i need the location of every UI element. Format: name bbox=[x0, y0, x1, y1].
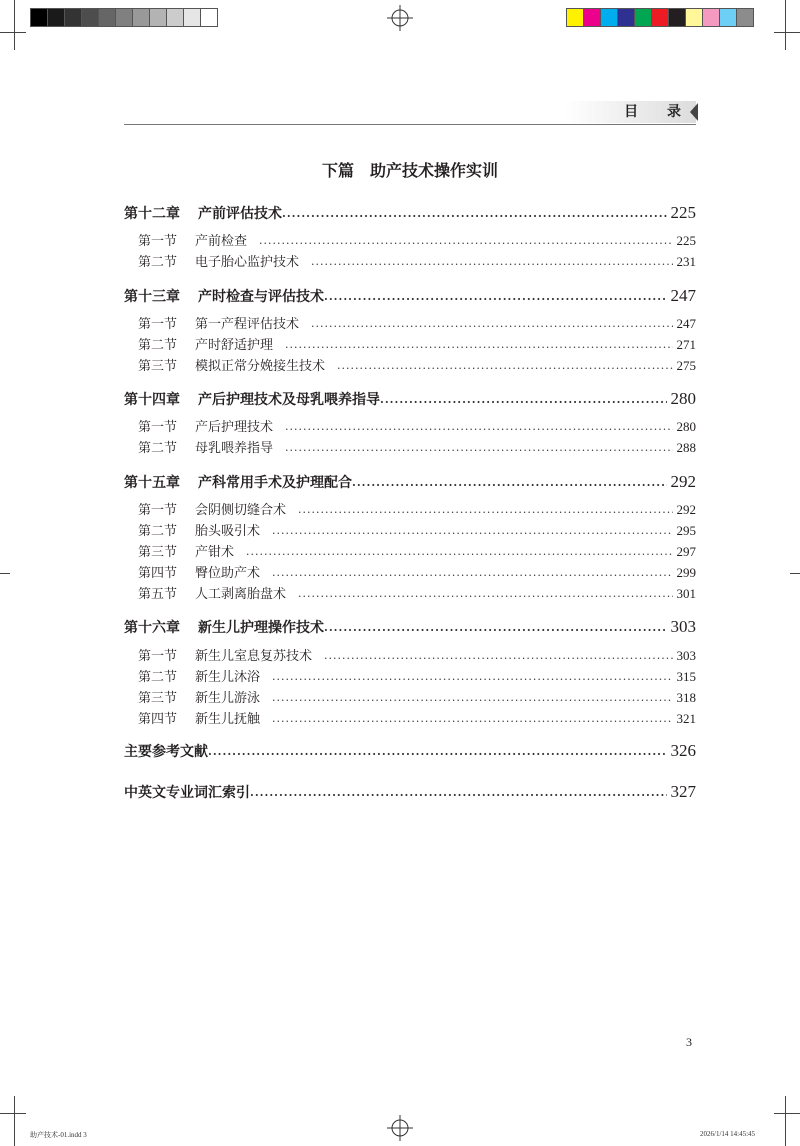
dot-leader bbox=[285, 444, 672, 455]
toc-page-number: 303 bbox=[670, 617, 696, 636]
toc-section-entry[interactable] bbox=[124, 437, 696, 456]
toc-entry-number: 第四节 bbox=[138, 712, 178, 727]
toc-entry-number: 第二节 bbox=[138, 338, 178, 353]
color-swatch bbox=[47, 8, 65, 27]
toc-page-number: 327 bbox=[670, 782, 696, 801]
dot-leader bbox=[208, 748, 667, 759]
dot-leader bbox=[352, 479, 667, 490]
toc-entry-title: 产科常用手术及护理配合 bbox=[198, 475, 352, 491]
toc-page-number: 303 bbox=[676, 648, 696, 663]
crop-mark bbox=[774, 32, 800, 33]
dot-leader bbox=[246, 548, 672, 559]
toc-entry-number: 第十四章 bbox=[124, 392, 180, 408]
registration-mark bbox=[387, 1115, 413, 1141]
dot-leader bbox=[259, 237, 672, 248]
toc-section-entry[interactable] bbox=[124, 416, 696, 435]
toc-entry-number: 第三节 bbox=[138, 359, 178, 374]
header-section-label: 目 录 bbox=[624, 104, 693, 120]
color-swatch bbox=[183, 8, 201, 27]
toc-entry-number: 第三节 bbox=[138, 545, 178, 560]
part-title: 下篇 助产技术操作实训 bbox=[321, 161, 498, 180]
toc-section-entry[interactable] bbox=[124, 645, 696, 664]
toc-page-number: 297 bbox=[676, 544, 696, 559]
toc-page-number: 299 bbox=[676, 565, 696, 580]
crop-mark bbox=[14, 1096, 15, 1146]
toc-chapter-entry[interactable] bbox=[124, 389, 696, 409]
toc-section-entry[interactable] bbox=[124, 499, 696, 518]
toc-page-number: 292 bbox=[670, 472, 696, 491]
header-line bbox=[124, 124, 696, 125]
toc-entry-title: 新生儿游泳 bbox=[195, 691, 261, 706]
toc-section-entry[interactable] bbox=[124, 687, 696, 706]
color-swatch bbox=[719, 8, 737, 27]
toc-page-number: 275 bbox=[676, 358, 696, 373]
header-arrow-icon bbox=[690, 103, 698, 121]
toc-page-number: 280 bbox=[670, 389, 696, 408]
color-swatch bbox=[200, 8, 218, 27]
crop-mark bbox=[774, 1113, 800, 1114]
process-color-bar bbox=[566, 8, 753, 27]
toc-entry-title: 胎头吸引术 bbox=[195, 524, 261, 539]
toc-entry-number: 第五节 bbox=[138, 587, 178, 602]
toc-entry-title: 产前检查 bbox=[195, 234, 248, 249]
color-swatch bbox=[651, 8, 669, 27]
toc-page-number: 321 bbox=[676, 711, 696, 726]
dot-leader bbox=[311, 320, 672, 331]
toc-entry-number: 第一节 bbox=[138, 234, 178, 249]
toc-page-number: 225 bbox=[670, 203, 696, 222]
toc-section-entry[interactable] bbox=[124, 583, 696, 602]
toc-page-number: 315 bbox=[676, 669, 696, 684]
toc-entry-title: 产时舒适护理 bbox=[195, 338, 274, 353]
toc-entry-title: 第一产程评估技术 bbox=[195, 317, 300, 332]
toc-page-number: 247 bbox=[670, 286, 696, 305]
toc-entry-title: 产时检查与评估技术 bbox=[198, 289, 324, 305]
toc-entry-number: 第一节 bbox=[138, 317, 178, 332]
color-swatch bbox=[600, 8, 618, 27]
crop-mark bbox=[790, 573, 800, 574]
toc-entry-title: 新生儿室息复苏技术 bbox=[195, 649, 313, 664]
color-swatch bbox=[64, 8, 82, 27]
toc-section-entry[interactable] bbox=[124, 251, 696, 270]
toc-section-entry[interactable] bbox=[124, 666, 696, 685]
color-swatch bbox=[81, 8, 99, 27]
toc-entry-number: 第一节 bbox=[138, 503, 178, 518]
toc-page-number: 280 bbox=[676, 419, 696, 434]
toc-page-number: 231 bbox=[676, 254, 696, 269]
toc-page-number: 295 bbox=[676, 523, 696, 538]
toc-page-number: 225 bbox=[676, 233, 696, 248]
dot-leader bbox=[282, 210, 667, 221]
color-swatch bbox=[566, 8, 584, 27]
toc-entry-number: 第十六章 bbox=[124, 620, 180, 636]
toc-chapter-entry[interactable] bbox=[124, 741, 696, 761]
color-swatch bbox=[634, 8, 652, 27]
color-swatch bbox=[30, 8, 48, 27]
dot-leader bbox=[272, 569, 672, 580]
dot-leader bbox=[272, 715, 672, 726]
toc-entry-title: 人工剥离胎盘术 bbox=[195, 587, 287, 602]
crop-mark bbox=[0, 573, 10, 574]
toc-entry-number: 第十五章 bbox=[124, 475, 180, 491]
color-swatch bbox=[685, 8, 703, 27]
toc-page-number: 247 bbox=[676, 316, 696, 331]
page-number: 3 bbox=[686, 1035, 692, 1049]
toc-entry-number: 第二节 bbox=[138, 524, 178, 539]
color-swatch bbox=[98, 8, 116, 27]
toc-entry-title: 模拟正常分娩接生技术 bbox=[195, 359, 326, 374]
color-swatch bbox=[668, 8, 686, 27]
toc-section-entry[interactable] bbox=[124, 708, 696, 727]
toc-entry-title: 会阴侧切缝合术 bbox=[195, 503, 287, 518]
toc-entry-title: 主要参考文献 bbox=[124, 744, 208, 760]
toc-section-entry[interactable] bbox=[124, 562, 696, 581]
toc-entry-number: 第二节 bbox=[138, 255, 178, 270]
dot-leader bbox=[250, 789, 667, 800]
toc-entry-number: 第二节 bbox=[138, 441, 178, 456]
toc-chapter-entry[interactable] bbox=[124, 617, 696, 637]
toc-entry-title: 电子胎心监护技术 bbox=[195, 255, 300, 270]
crop-mark bbox=[785, 1096, 786, 1146]
toc-entry-title: 臀位助产术 bbox=[195, 566, 261, 581]
toc-section-entry[interactable] bbox=[124, 313, 696, 332]
dot-leader bbox=[337, 362, 672, 373]
color-swatch bbox=[702, 8, 720, 27]
toc-page-number: 318 bbox=[676, 690, 696, 705]
dot-leader bbox=[298, 590, 672, 601]
dot-leader bbox=[324, 293, 667, 304]
toc-entry-title: 中英文专业词汇索引 bbox=[124, 785, 250, 801]
toc-section-entry[interactable] bbox=[124, 520, 696, 539]
color-swatch bbox=[617, 8, 635, 27]
toc-page-number: 271 bbox=[676, 337, 696, 352]
toc-page-number: 326 bbox=[670, 741, 696, 760]
toc-section-entry[interactable] bbox=[124, 334, 696, 353]
toc-entry-title: 母乳喂养指导 bbox=[195, 441, 274, 456]
toc-section-entry[interactable] bbox=[124, 355, 696, 374]
dot-leader bbox=[285, 341, 672, 352]
registration-mark bbox=[387, 5, 413, 31]
dot-leader bbox=[324, 624, 667, 635]
toc-entry-title: 产前评估技术 bbox=[198, 206, 282, 222]
toc-chapter-entry[interactable] bbox=[124, 782, 696, 802]
toc-entry-number: 第二节 bbox=[138, 670, 178, 685]
toc-chapter-entry[interactable] bbox=[124, 203, 696, 223]
toc-entry-title: 产钳术 bbox=[195, 545, 235, 560]
toc-entry-number: 第一节 bbox=[138, 649, 178, 664]
crop-mark bbox=[785, 0, 786, 50]
toc-page-number: 288 bbox=[676, 440, 696, 455]
toc-entry-title: 新生儿护理操作技术 bbox=[198, 620, 324, 636]
gray-color-bar bbox=[30, 8, 217, 27]
toc-entry-number: 第一节 bbox=[138, 420, 178, 435]
dot-leader bbox=[298, 506, 672, 517]
dot-leader bbox=[272, 527, 672, 538]
toc-page-number: 292 bbox=[676, 502, 696, 517]
dot-leader bbox=[272, 694, 672, 705]
slug-file-name: 助产技术-01.indd 3 bbox=[30, 1131, 87, 1139]
crop-mark bbox=[0, 1113, 26, 1114]
toc-section-entry[interactable] bbox=[124, 541, 696, 560]
toc-entry-number: 第十二章 bbox=[124, 206, 180, 222]
color-swatch bbox=[583, 8, 601, 27]
color-swatch bbox=[166, 8, 184, 27]
dot-leader bbox=[380, 396, 667, 407]
dot-leader bbox=[311, 258, 672, 269]
toc-page-number: 301 bbox=[676, 586, 696, 601]
dot-leader bbox=[285, 423, 672, 434]
toc-entry-title: 产后护理技术 bbox=[195, 420, 274, 435]
crop-mark bbox=[14, 0, 15, 50]
color-swatch bbox=[115, 8, 133, 27]
toc-entry-title: 新生儿沐浴 bbox=[195, 670, 261, 685]
color-swatch bbox=[149, 8, 167, 27]
color-swatch bbox=[132, 8, 150, 27]
dot-leader bbox=[324, 652, 672, 663]
toc-entry-number: 第十三章 bbox=[124, 289, 180, 305]
slug-datetime: 2026/1/14 14:45:45 bbox=[700, 1130, 756, 1138]
color-swatch bbox=[736, 8, 754, 27]
toc-entry-title: 产后护理技术及母乳喂养指导 bbox=[198, 392, 380, 408]
dot-leader bbox=[272, 673, 672, 684]
toc-entry-number: 第三节 bbox=[138, 691, 178, 706]
crop-mark bbox=[0, 32, 26, 33]
toc-section-entry[interactable] bbox=[124, 230, 696, 249]
toc-entry-title: 新生儿抚触 bbox=[195, 712, 261, 727]
toc-chapter-entry[interactable] bbox=[124, 472, 696, 492]
toc-chapter-entry[interactable] bbox=[124, 286, 696, 306]
toc-entry-number: 第四节 bbox=[138, 566, 178, 581]
